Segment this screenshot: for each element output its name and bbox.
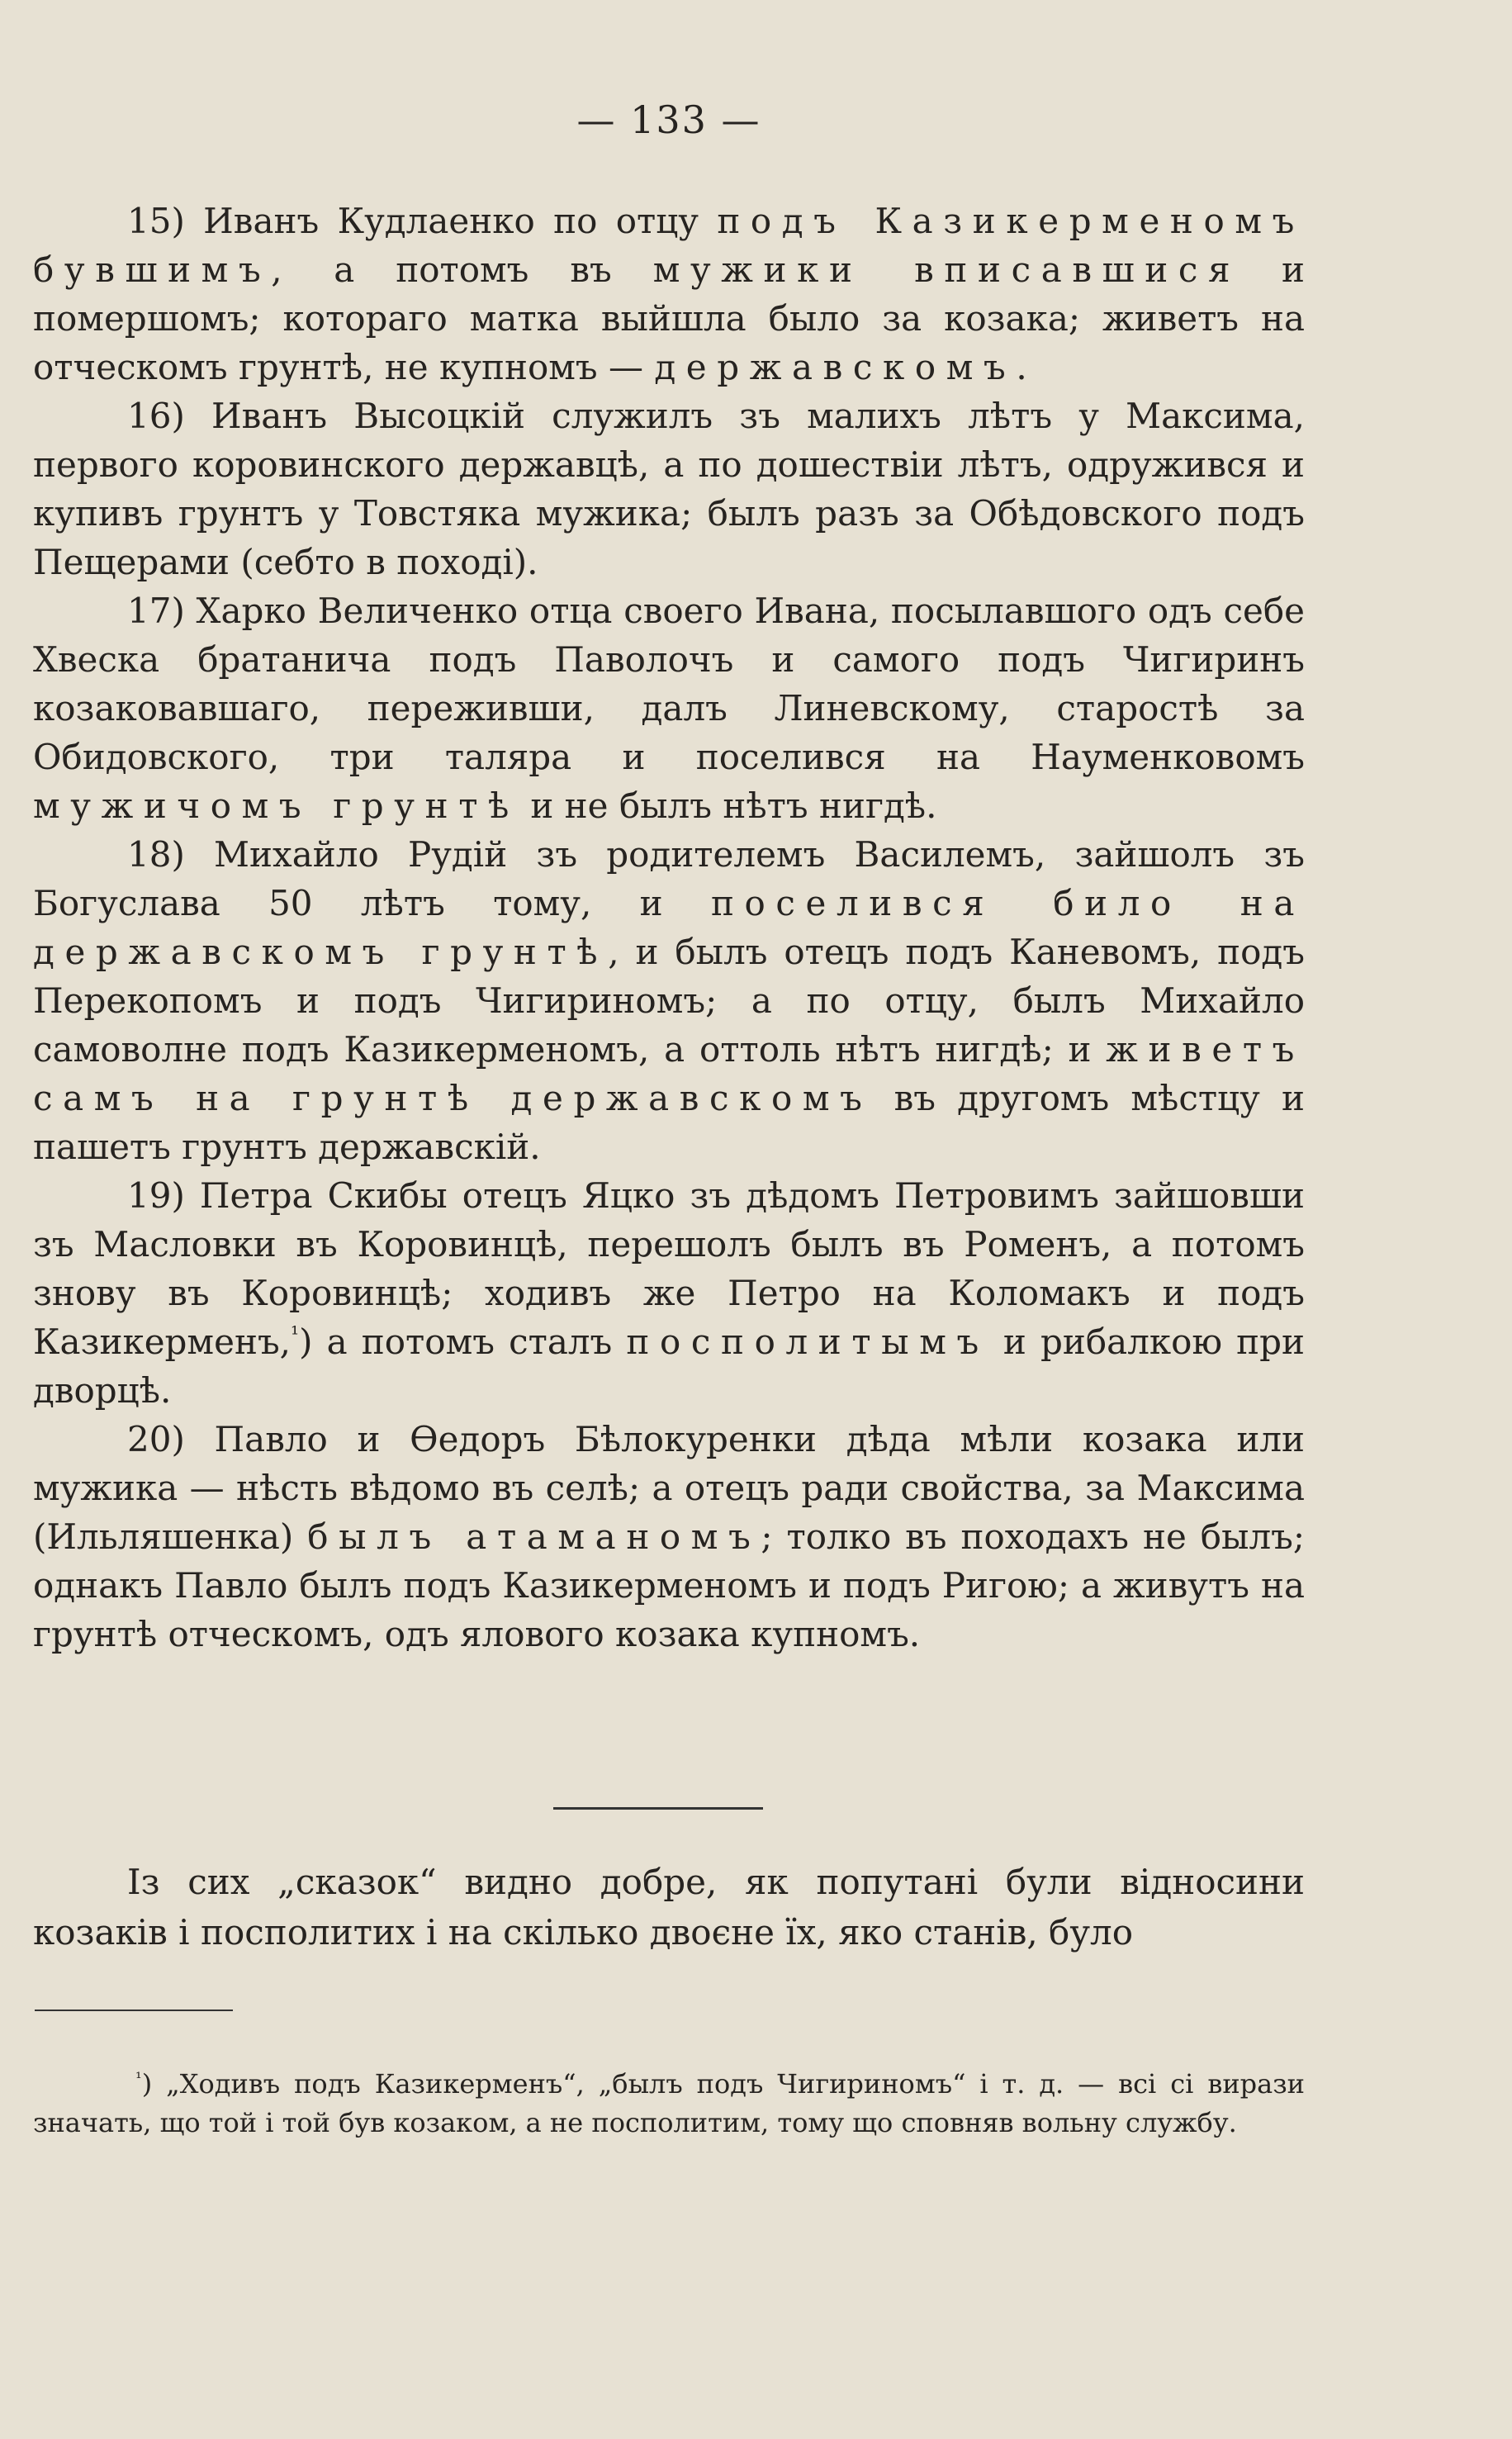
spaced-text-run: поселився било на державскомъ грунтѣ [33,883,1306,972]
footnote-text: ) „Ходивъ подъ Казикерменъ“, „былъ подъ Чигириномъ“ і т. д. — всі сі вирази значать, що той і той був козаком, а не посполитим, тому що сповняв вольну службу. [33,2068,1305,2138]
footnote-marker: ¹ [135,2068,142,2088]
footnote-divider [35,2010,233,2011]
book-page [33,0,1305,2439]
paragraph-16 [33,391,1305,586]
text-run: и помершомъ; котораго матка выйшла было за козака; живетъ на отческомъ грунтѣ, не купномъ — [33,249,1306,387]
body-text [33,197,1305,1658]
text-run: ; толко въ походахъ не былъ; однакъ Павло былъ подъ Казикерменомъ и подъ Ригою; а живутъ на грунтѣ отческомъ, одъ ялового козака купномъ. [33,1516,1306,1654]
spaced-text-run: посполитымъ [626,1322,989,1362]
text-run: 19) Петра Скибы отецъ Яцко зъ дѣдомъ Петровимъ зайшовши зъ Масловки въ Коровинцѣ, перешолъ былъ въ Роменъ, а потомъ знову въ Коровинцѣ; ходивъ же Петро на Коломакъ и подъ Казикерменъ, [33,1175,1305,1362]
spaced-text-run: мужики вписавшися [652,249,1241,290]
text-run: а потомъ въ [292,249,653,290]
text-run: и рибалкою при дворцѣ. [33,1322,1305,1411]
paragraph-15 [33,197,1305,391]
text-run: и не былъ нѣтъ нигдѣ. [519,785,937,826]
spaced-text-run: подъ Казикерменомъ бувшимъ, [33,201,1305,290]
text-run: 17) Харко Величенко отца своего Ивана, посылавшого одъ себе Хвеска братанича подъ Паволочъ и самого подъ Чигиринъ козаковавшаго, переживши, далъ Линевскому, старостѣ за Обидовского, три таляра и поселився на Науменковомъ [33,591,1305,777]
paragraph-17 [33,586,1305,830]
paragraph-18 [33,830,1305,1171]
page-number: — 133 — [576,97,761,142]
text-run: 20) Павло и Ѳедоръ Бѣлокуренки дѣда мѣли козака или мужика — нѣсть вѣдомо въ селѣ; а отецъ ради свойства, за Максима (Ильляшенка) [33,1419,1305,1557]
text-run: 18) Михайло Рудій зъ родителемъ Василемъ, зайшолъ зъ Богуслава 50 лѣтъ тому, и [33,834,1305,923]
text-run: 15) Иванъ Кудлаенко по отцу [127,201,718,241]
footnote-reference: ¹ [291,1322,300,1346]
spaced-text-run: былъ атаманомъ [307,1516,761,1557]
text-run: въ другомъ мѣстцу и пашетъ грунтъ державскій. [33,1078,1305,1167]
text-run: , и былъ отецъ подъ Каневомъ, подъ Перекопомъ и подъ Чигириномъ; а по отцу, былъ Михайло самоволне подъ Казикерменомъ, а оттоль нѣтъ нигдѣ; и [33,932,1305,1070]
text-run: 16) Иванъ Высоцкій служилъ зъ малихъ лѣтъ у Максима, первого коровинского державцѣ, а по дошествіи лѣтъ, одружився и купивъ грунтъ у Товстяка мужика; былъ разъ за Обѣдовского подъ Пещерами (себто в поході). [33,396,1305,582]
text-run: . [1016,347,1027,387]
paragraph-20 [33,1415,1305,1658]
closing-paragraph: Із сих „сказок“ видно добре, як попутані були відносини козаків і посполитих і на скілько двоєне їх, яко станів, було [33,1862,1305,1953]
footnote [33,2065,1305,2142]
spaced-text-run: державскомъ [654,347,1017,387]
spaced-text-run: живетъ самъ на грунтѣ державскомъ [33,1029,1305,1118]
paragraph-19 [33,1171,1305,1415]
spaced-text-run: мужичомъ грунтѣ [33,785,519,826]
section-divider [553,1807,763,1810]
text-run: ) а потомъ сталъ [299,1322,627,1362]
